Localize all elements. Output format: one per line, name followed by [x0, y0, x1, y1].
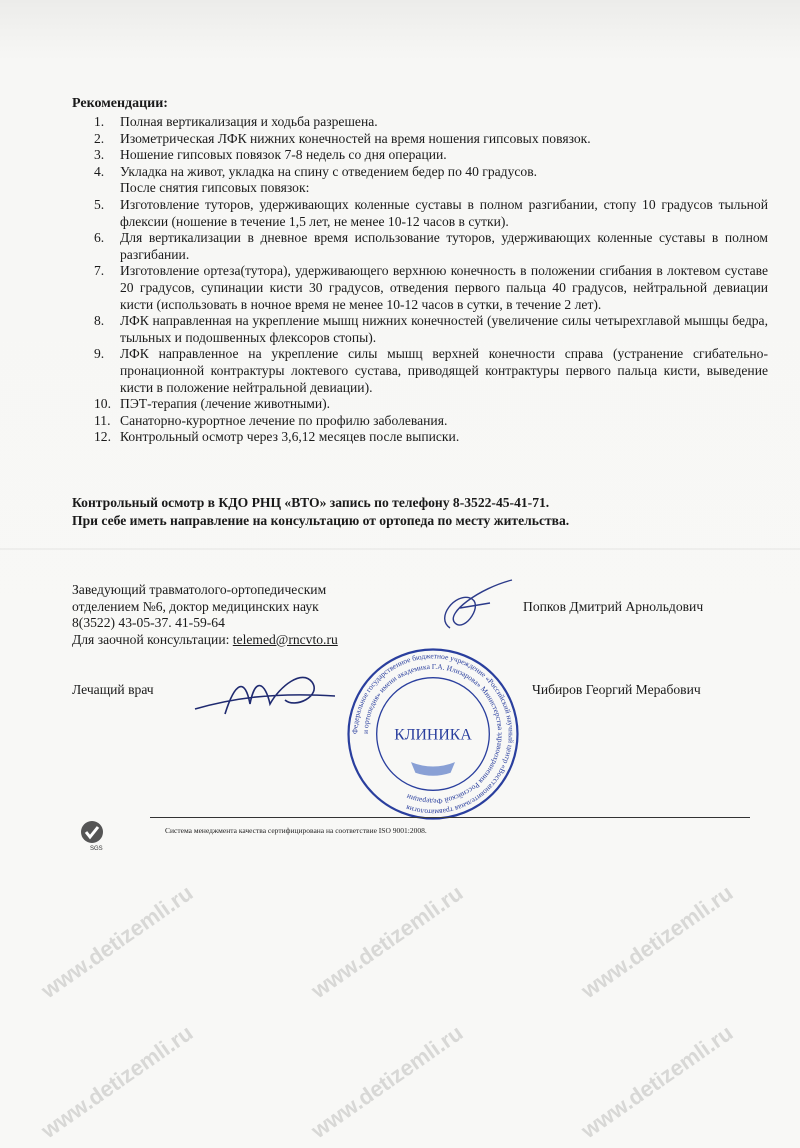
recommendation-item [72, 313, 768, 346]
consult-label: Для заочной консультации: [72, 631, 233, 647]
recommendation-item [72, 164, 768, 181]
head-name: Попков Дмитрий Арнольдович [523, 599, 704, 614]
head-of-department-block [72, 582, 338, 648]
recommendations-list [72, 114, 768, 446]
footer-iso-text: Система менеджмента качества сертифицирована на соответствие ISO 9001:2008. [165, 826, 427, 835]
item-text: Санаторно-курортное лечение по профилю заболевания. [120, 412, 448, 428]
watermark-text: www.detizemli.ru [306, 879, 468, 1004]
stamp-emblem [411, 762, 455, 776]
head-signature [430, 578, 515, 638]
recommendation-item [72, 346, 768, 396]
item-number: 6. [94, 230, 105, 246]
item-number: 9. [94, 346, 105, 362]
item-text: ЛФК направленное на укрепление силы мышц верхней конечности справа (устранение сгибательно-пронационной контрактуры локтевого сустава, приводящей контрактуры первого пальца кисти, выведение кисти в положение нейтральной девиации). [120, 346, 768, 395]
item-number: 2. [94, 130, 105, 146]
item-number: 1. [94, 114, 105, 129]
head-title-line-2: отделением №6, доктор медицинских наук [72, 598, 319, 614]
sgs-certification-logo [78, 818, 108, 852]
stamp-ring-text: и ортопедия» имени академика Г.А. Илизарова» Министерства здравоохранения Российской Федерации [360, 661, 506, 807]
item-text: Изготовление туторов, удерживающих коленные суставы в полном разгибании, стопу 10 градусов тыльной флексии (ношение в течение 1,5 лет, не менее 10-12 часов в сутки). [120, 196, 768, 229]
item-number: 5. [94, 196, 105, 212]
item-text: Изготовление ортеза(тутора), удерживающего верхнюю конечность в положении сгибания в локтевом суставе 20 градусов, супинации кисти 30 градусов, отведения первого пальца 40 градусов, нейтральной девиации кисти (использовать в ночное время не менее 10-12 часов в сутки, в течение 2 лет). [120, 263, 768, 312]
item-number: 3. [94, 147, 105, 163]
notice-line-1: Контрольный осмотр в КДО РНЦ «ВТО» запись по телефону 8-3522-45-41-71. [72, 495, 550, 510]
item-text: ЛФК направленная на укрепление мышц нижних конечностей (увеличение силы четырехглавой мышцы бедра, тыльных и подошвенных флексоров стопы). [120, 313, 768, 345]
doctor-signature [190, 664, 340, 719]
recommendation-item [72, 180, 768, 197]
item-text: Контрольный осмотр через 3,6,12 месяцев после выписки. [120, 429, 460, 445]
item-number: 10. [94, 396, 111, 412]
recommendation-item [72, 197, 768, 230]
doctor-name: Чибиров Георгий Мерабович [532, 682, 701, 697]
recommendation-item [72, 114, 768, 131]
watermark-text: www.detizemli.ru [306, 1019, 468, 1144]
item-text: Изометрическая ЛФК нижних конечностей на время ношения гипсовых повязок. [120, 130, 591, 146]
item-number: 7. [94, 263, 105, 279]
section-title: Рекомендации: [72, 96, 168, 111]
paper-fold [0, 548, 800, 550]
email-link[interactable]: telemed@rncvto.ru [232, 631, 338, 647]
item-number: 11. [94, 412, 111, 428]
notice-line-2: При себе иметь направление на консультацию от ортопеда по месту жительства. [72, 513, 570, 528]
item-text: Полная вертикализация и ходьба разрешена. [120, 114, 378, 129]
item-number: 12. [94, 429, 111, 445]
recommendation-item [72, 131, 768, 148]
item-text: Для вертикализации в дневное время использование туторов, удерживающих коленные суставы в полном разгибании. [120, 230, 768, 262]
item-text: ПЭТ-терапия (лечение животными). [120, 396, 331, 412]
doctor-label: Лечащий врач [72, 682, 154, 697]
clinic-stamp [345, 646, 521, 822]
consult-line [72, 632, 338, 649]
recommendation-item [72, 429, 768, 446]
stamp-center-text: КЛИНИКА [394, 726, 472, 744]
recommendation-item [72, 263, 768, 313]
head-title-line-1: Заведующий травматолого-ортопедическим [72, 582, 327, 597]
watermark-text: www.detizemli.ru [576, 879, 738, 1004]
item-number: 4. [94, 163, 105, 179]
recommendation-item [72, 413, 768, 430]
item-text: Ношение гипсовых повязок 7-8 недель со дня операции. [120, 147, 447, 163]
recommendation-item [72, 147, 768, 164]
stamp-ring-text: Федеральное государственное бюджетное учреждение «Российский научный центр «Восстановительная травматология [350, 651, 516, 817]
watermark-text: www.detizemli.ru [36, 1019, 198, 1144]
item-text: После снятия гипсовых повязок: [120, 180, 310, 196]
watermark-text: www.detizemli.ru [36, 879, 198, 1004]
item-number: 8. [94, 313, 105, 329]
item-text: Укладка на живот, укладка на спину с отведением бедер по 40 градусов. [120, 163, 538, 179]
head-phone: 8(3522) 43-05-37. 41-59-64 [72, 615, 225, 631]
svg-text:SGS: SGS [90, 846, 103, 852]
recommendation-item [72, 230, 768, 263]
footer-divider [150, 817, 750, 818]
watermark-text: www.detizemli.ru [576, 1019, 738, 1144]
recommendation-item [72, 396, 768, 413]
